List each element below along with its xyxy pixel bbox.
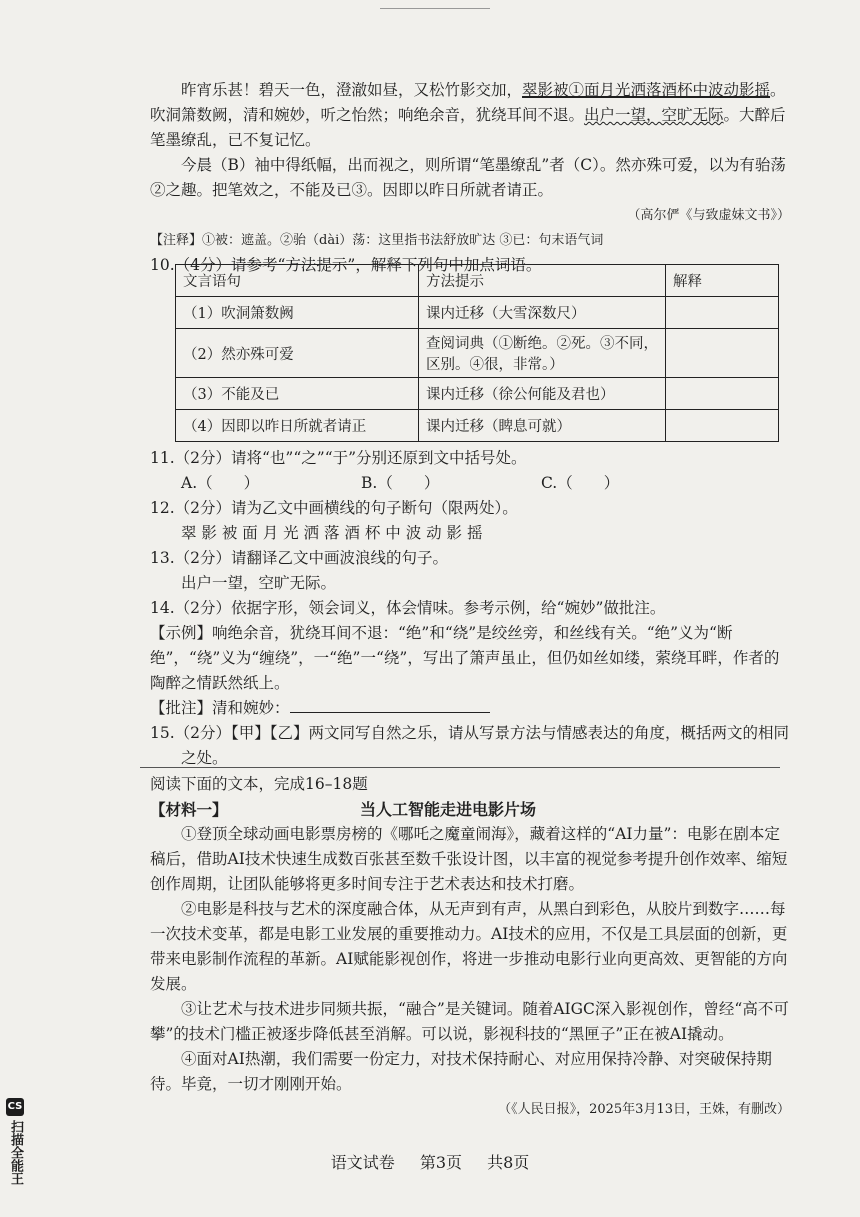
question-12-stem: 12.（2分）请为乙文中画横线的句子断句（限两处）。	[150, 499, 518, 517]
annotation-note: 【注释】①被：遮盖。②骀（dài）荡：这里指书法舒放旷达 ③已：句末语气词	[150, 233, 604, 248]
sentence-cell: （4）因即以昨日所就者请正	[176, 410, 419, 442]
material-source: （《人民日报》，2025年3月13日，王姝，有删改）	[498, 1102, 790, 1117]
material-para-3: ③让艺术与技术进步同频共振，“融合”是关键词。随着AIGC深入影视创作，曾经“高不可攀”的技术门槛正被逐步降低甚至消解。可以说，影视科技的“黑匣子”正在被AI撬动。	[150, 1000, 789, 1043]
material-title: 当人工智能走进电影片场	[360, 800, 537, 819]
footer-total: 共8页	[487, 1153, 530, 1172]
passage-source: （高尔俨《与致虚妹文书》）	[627, 208, 790, 223]
passage-yi-para-1	[150, 78, 790, 153]
material-title-row	[150, 797, 790, 822]
camscanner-logo-icon: CS	[6, 1098, 24, 1116]
underlined-sentence: 翠影被①面月光洒落酒杯中波动影摇	[522, 81, 771, 99]
question-13-stem: 13.（2分）请翻译乙文中画波浪线的句子。	[150, 549, 449, 567]
hint-cell: 课内迁移（徐公何能及君也）	[419, 378, 666, 410]
option-a[interactable]: A.（ ）	[181, 474, 260, 492]
table-header-row	[176, 265, 779, 297]
hint-cell: 课内迁移（大雪深数尺）	[419, 297, 666, 329]
option-b[interactable]: B.（ ）	[361, 474, 440, 492]
question-15-stem: 15.（2分）【甲】【乙】两文同写自然之乐，请从写景方法与情感表达的角度，概括两文的相同之处。	[150, 724, 790, 767]
table-row	[176, 329, 779, 378]
material-para-4: ④面对AI热潮，我们需要一份定力，对技术保持耐心、对应用保持冷静、对突破保持期待。毕竟，一切才刚刚开始。	[150, 1050, 772, 1093]
table-header: 解释	[666, 265, 779, 297]
question-14-stem: 14.（2分）依据字形，领会词义，体会情味。参考示例，给“婉妙”做批注。	[150, 599, 666, 617]
table-row	[176, 297, 779, 329]
footer-page: 第3页	[419, 1153, 462, 1172]
answer-cell[interactable]	[666, 329, 779, 378]
question-11-stem: 11.（2分）请将“也”“之”“于”分别还原到文中括号处。	[150, 449, 527, 467]
sentence-cell: （3）不能及已	[176, 378, 419, 410]
sentence-cell: （1）吹洞箫数阙	[176, 297, 419, 329]
page-footer	[0, 1150, 860, 1173]
sentence-cell: （2）然亦殊可爱	[176, 329, 419, 378]
question-10-stem: 10.（4分）请参考“方法提示”，解释下列句中加点词语。	[150, 256, 542, 274]
table-header: 方法提示	[419, 265, 666, 297]
section-2	[150, 772, 790, 1122]
watermark-brand: 扫描全能王	[8, 1120, 23, 1185]
answer-cell[interactable]	[666, 410, 779, 442]
scanner-watermark	[6, 1098, 28, 1208]
passage-text: 昨宵乐甚！碧天一色，澄澈如昼，又松竹影交加，	[181, 81, 523, 99]
wavy-underlined-sentence: 出户一望，空旷无际	[584, 106, 724, 124]
material-para-1: ①登顶全球动画电影票房榜的《哪吒之魔童闹海》，藏着这样的“AI力量”：电影在剧本定稿后，借助AI技术快速生成数百张甚至数千张设计图，以丰富的视觉参考提升创作效率、缩短创作周期，让团队能够将更多时间专注于艺术表达和技术打磨。	[150, 825, 788, 893]
passage-yi	[150, 78, 790, 278]
question-13-line: 出户一望，空旷无际。	[181, 574, 337, 592]
material-para-2: ②电影是科技与艺术的深度融合体，从无声到有声，从黑白到彩色，从胶片到数字……每一次技术变革，都是电影工业发展的重要推动力。AI技术的应用，不仅是工具层面的创新，更带来电影制作流程的革新。AI赋能影视创作，将进一步推动电影行业向更高效、更智能的方向发展。	[150, 900, 788, 993]
hint-cell: 查阅词典（①断绝。②死。③不同，区别。④很，非常。）	[419, 329, 666, 378]
table-row	[176, 378, 779, 410]
q10-table	[175, 264, 779, 442]
top-rule	[380, 8, 490, 9]
question-11-options	[150, 471, 790, 496]
annotation-label: 【批注】清和婉妙：	[150, 699, 290, 717]
question-14-annotation	[150, 696, 790, 721]
question-12-line: 翠 影 被 面 月 光 洒 落 酒 杯 中 波 动 影 摇	[181, 524, 483, 542]
answer-cell[interactable]	[666, 378, 779, 410]
hint-cell: 课内迁移（睥息可就）	[419, 410, 666, 442]
footer-subject: 语文试卷	[330, 1153, 395, 1172]
passage-yi-para-2: 今晨（B）袖中得纸幅，出而视之，则所谓“笔墨缭乱”者（C）。然亦殊可爱，以为有骀荡②之趣。把笔效之，不能及已③。因即以昨日所就者请正。	[150, 156, 786, 199]
passage-text: 。吹洞箫数阙，清和婉妙，听之怡然；响绝余音，犹绕耳间不退。	[150, 81, 786, 124]
questions-11-15	[150, 446, 790, 771]
section-intro: 阅读下面的文本，完成16–18题	[150, 775, 368, 793]
passage-text: 。大醉后笔墨缭乱，已不复记忆。	[150, 106, 786, 149]
question-14-example: 【示例】响绝余音，犹绕耳间不退：“绝”和“绕”是绞丝旁，和丝线有关。“绝”义为“断绝”，“绕”义为“缠绕”，一“绝”一“绕”，写出了箫声虽止，但仍如丝如缕，萦绕耳畔，作者的陶醉之情跃然纸上。	[150, 624, 780, 692]
answer-cell[interactable]	[666, 297, 779, 329]
material-label: 【材料一】	[150, 800, 228, 819]
section-divider	[140, 767, 780, 768]
option-c[interactable]: C.（ ）	[541, 474, 620, 492]
answer-blank[interactable]	[290, 696, 490, 713]
table-row	[176, 410, 779, 442]
table-header: 文言语句	[176, 265, 419, 297]
